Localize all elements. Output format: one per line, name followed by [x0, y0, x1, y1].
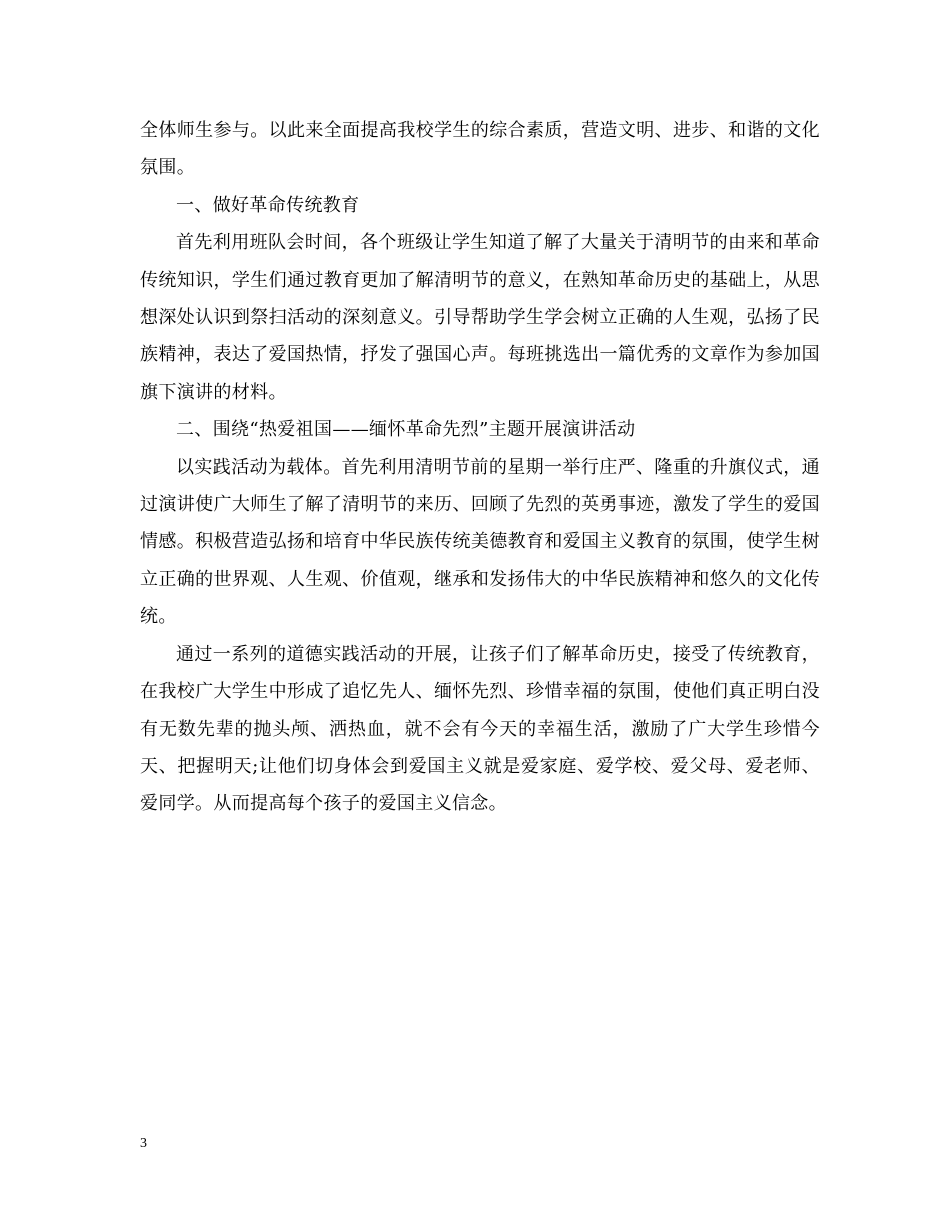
paragraph-conclusion: 通过一系列的道德实践活动的开展，让孩子们了解革命历史，接受了传统教育，在我校广大学生中形成了追忆先人、缅怀先烈、珍惜幸福的氛围，使他们真正明白没有无数先辈的抛头颅、洒热血，就不会有今天的幸福生活，激励了广大学生珍惜今天、把握明天;让他们切身体会到爱国主义就是爱家庭、爱学校、爱父母、爱老师、爱同学。从而提高每个孩子的爱国主义信念。: [140, 643, 820, 815]
paragraph-practice-activity: 以实践活动为载体。首先利用清明节前的星期一举行庄严、隆重的升旗仪式，通过演讲使广大师生了解了清明节的来历、回顾了先烈的英勇事迹，激发了学生的爱国情感。积极营造弘扬和培育中华民族传统美德教育和爱国主义教育的氛围，使学生树立正确的世界观、人生观、价值观，继承和发扬伟大的中华民族精神和悠久的文化传统。: [140, 456, 820, 628]
page-number: 3: [140, 1136, 147, 1151]
section-heading-revolutionary-tradition: 一、做好革命传统教育: [176, 194, 360, 216]
paragraph-intro-continuation: 全体师生参与。以此来全面提高我校学生的综合素质，营造文明、进步、和谐的文化氛围。: [140, 120, 820, 179]
paragraph-class-meeting: 首先利用班队会时间，各个班级让学生知道了解了大量关于清明节的由来和革命传统知识，学生们通过教育更加了解清明节的意义，在熟知革命历史的基础上，从思想深处认识到祭扫活动的深刻意义。引导帮助学生学会树立正确的人生观，弘扬了民族精神，表达了爱国热情，抒发了强国心声。每班挑选出一篇优秀的文章作为参加国旗下演讲的材料。: [140, 232, 820, 403]
document-body: [140, 112, 820, 823]
section-heading-speech-activity: 二、围绕“热爱祖国——缅怀革命先烈”主题开展演讲活动: [176, 419, 636, 441]
